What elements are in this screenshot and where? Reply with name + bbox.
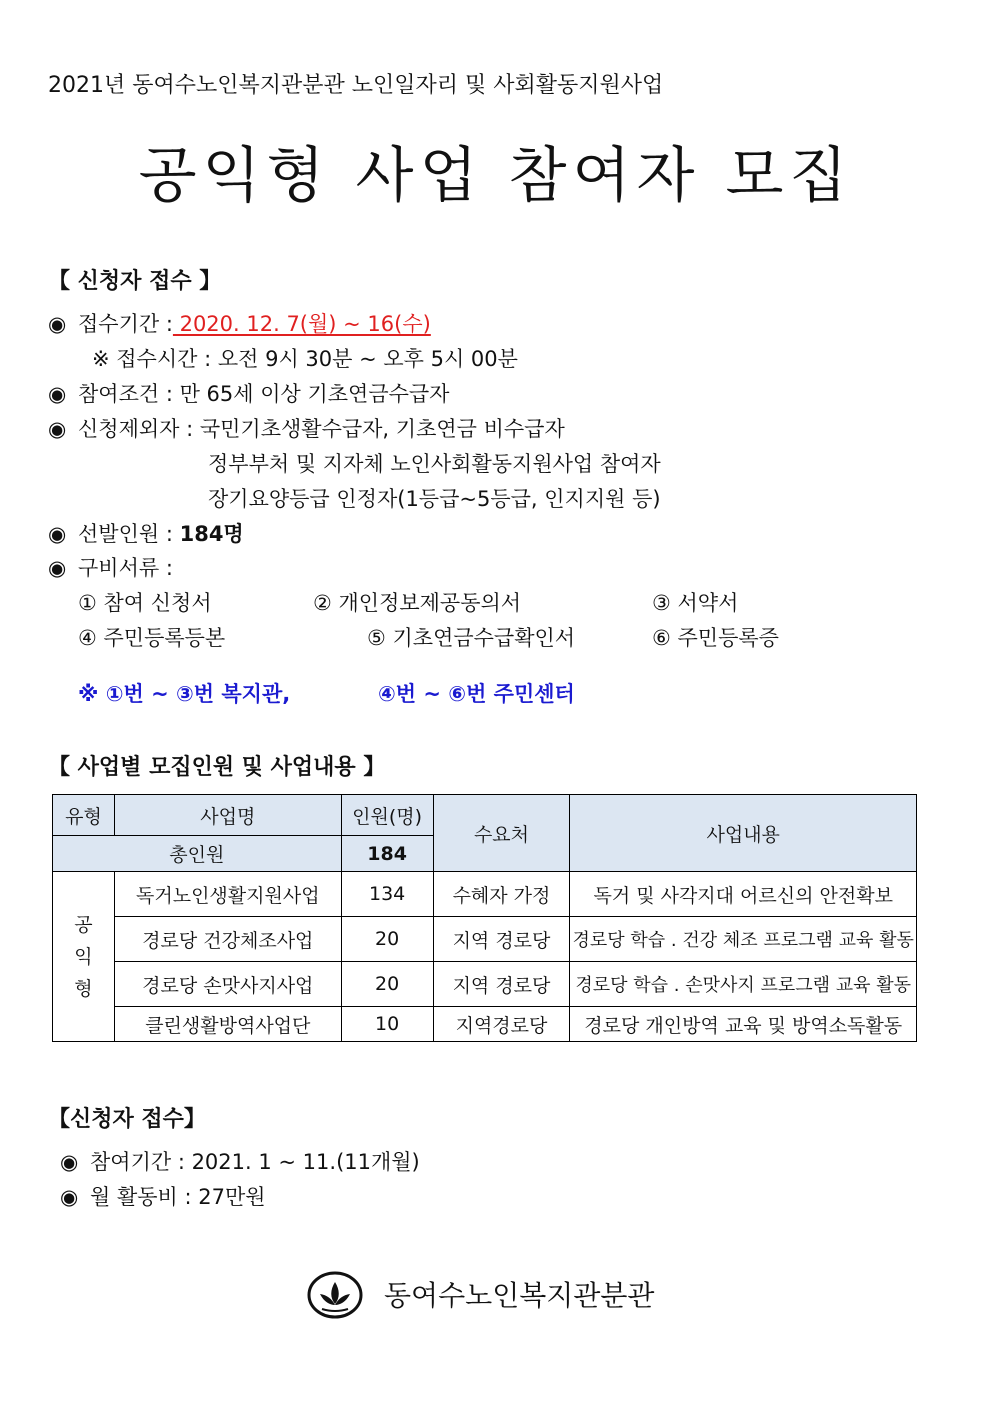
organization-name: 동여수노인복지관분관: [384, 1279, 655, 1312]
doc-item: ⑤ 기초연금수급확인서: [367, 626, 576, 650]
subtitle: 2021년 동여수노인복지관분관 노인일자리 및 사회활동지원사업: [48, 73, 664, 98]
row-name: 경로당 손맛사지사업: [114, 962, 341, 1007]
row-name: 경로당 건강체조사업: [114, 917, 341, 962]
selection-value: 184명: [179, 522, 244, 546]
activity-fee-line: [60, 1181, 266, 1211]
doc-item: ⑥ 주민등록증: [652, 626, 779, 650]
row-place: 지역경로당: [433, 1007, 570, 1042]
table-row: [53, 1007, 917, 1042]
type-char: 공: [74, 913, 93, 936]
exclusion-line-2: 정부부처 및 지자체 노인사회활동지원사업 참여자: [208, 452, 661, 476]
participation-period-line: [60, 1146, 420, 1176]
doc-item: ③ 서약서: [652, 591, 739, 615]
bullet-icon: ◉: [48, 556, 67, 580]
selection-line: [48, 518, 244, 548]
row-place: 수혜자 가정: [433, 872, 570, 917]
row-content: 경로당 학습 . 건강 체조 프로그램 교육 활동: [570, 917, 917, 962]
docs-line: [48, 552, 173, 582]
table-row: [53, 872, 917, 917]
section-heading-application: 【 신청자 접수 】: [48, 269, 222, 294]
type-char: 익: [74, 945, 93, 968]
period-value: 2020. 12. 7(월) ~ 16(수): [172, 312, 431, 336]
bullet-icon: ◉: [48, 312, 67, 336]
doc-item: ① 참여 신청서: [78, 591, 212, 615]
row-count: 10: [341, 1007, 433, 1042]
bullet-icon: ◉: [48, 522, 67, 546]
row-name: 독거노인생활지원사업: [114, 872, 341, 917]
activity-fee: 월 활동비 : 27만원: [90, 1185, 266, 1209]
period-label: 접수기간 :: [78, 312, 173, 336]
condition-line: [48, 378, 449, 408]
docs-note-welfare: ※ ①번 ~ ③번 복지관,: [78, 682, 291, 706]
row-count: 134: [341, 872, 433, 917]
table-row: [53, 962, 917, 1007]
table-row: [53, 917, 917, 962]
page-title: 공익형 사업 참여자 모집: [138, 141, 854, 211]
condition-text: 참여조건 : 만 65세 이상 기초연금수급자: [78, 382, 450, 406]
header-name: 사업명: [114, 795, 341, 836]
header-type: 유형: [53, 795, 115, 836]
bullet-icon: ◉: [60, 1150, 79, 1174]
docs-note-center: ④번 ~ ⑥번 주민센터: [378, 682, 575, 706]
doc-item: ② 개인정보제공동의서: [313, 591, 522, 615]
row-place: 지역 경로당: [433, 917, 570, 962]
exclusion-text: 신청제외자 : 국민기초생활수급자, 기초연금 비수급자: [78, 417, 565, 441]
section-heading-participation: 【신청자 접수】: [48, 1107, 206, 1132]
lotus-logo-icon: [306, 1268, 364, 1320]
row-content: 경로당 학습 . 손맛사지 프로그램 교육 활동: [570, 962, 917, 1007]
exclusion-line: [48, 413, 565, 443]
bullet-icon: ◉: [48, 417, 67, 441]
header-count: 인원(명): [341, 795, 433, 836]
total-label: 총인원: [53, 836, 342, 872]
bullet-icon: ◉: [60, 1185, 79, 1209]
business-table: [52, 794, 917, 1042]
header-content: 사업내용: [570, 795, 917, 872]
row-name: 클린생활방역사업단: [114, 1007, 341, 1042]
section-heading-business: 【 사업별 모집인원 및 사업내용 】: [48, 755, 386, 780]
row-content: 독거 및 사각지대 어르신의 안전확보: [570, 872, 917, 917]
type-char: 형: [74, 977, 93, 1000]
row-count: 20: [341, 962, 433, 1007]
participation-period: 참여기간 : 2021. 1 ~ 11.(11개월): [90, 1150, 420, 1174]
doc-item: ④ 주민등록등본: [78, 626, 226, 650]
time-note: ※ 접수시간 : 오전 9시 30분 ~ 오후 5시 00분: [92, 347, 518, 371]
period-line: [48, 308, 431, 338]
docs-label: 구비서류 :: [78, 556, 173, 580]
exclusion-line-3: 장기요양등급 인정자(1등급~5등급, 인지지원 등): [208, 487, 661, 511]
row-content: 경로당 개인방역 교육 및 방역소독활동: [570, 1007, 917, 1042]
row-place: 지역 경로당: [433, 962, 570, 1007]
bullet-icon: ◉: [48, 382, 67, 406]
row-count: 20: [341, 917, 433, 962]
selection-label: 선발인원 :: [78, 522, 173, 546]
type-cell: [53, 872, 115, 1042]
header-place: 수요처: [433, 795, 570, 872]
total-value: 184: [341, 836, 433, 872]
